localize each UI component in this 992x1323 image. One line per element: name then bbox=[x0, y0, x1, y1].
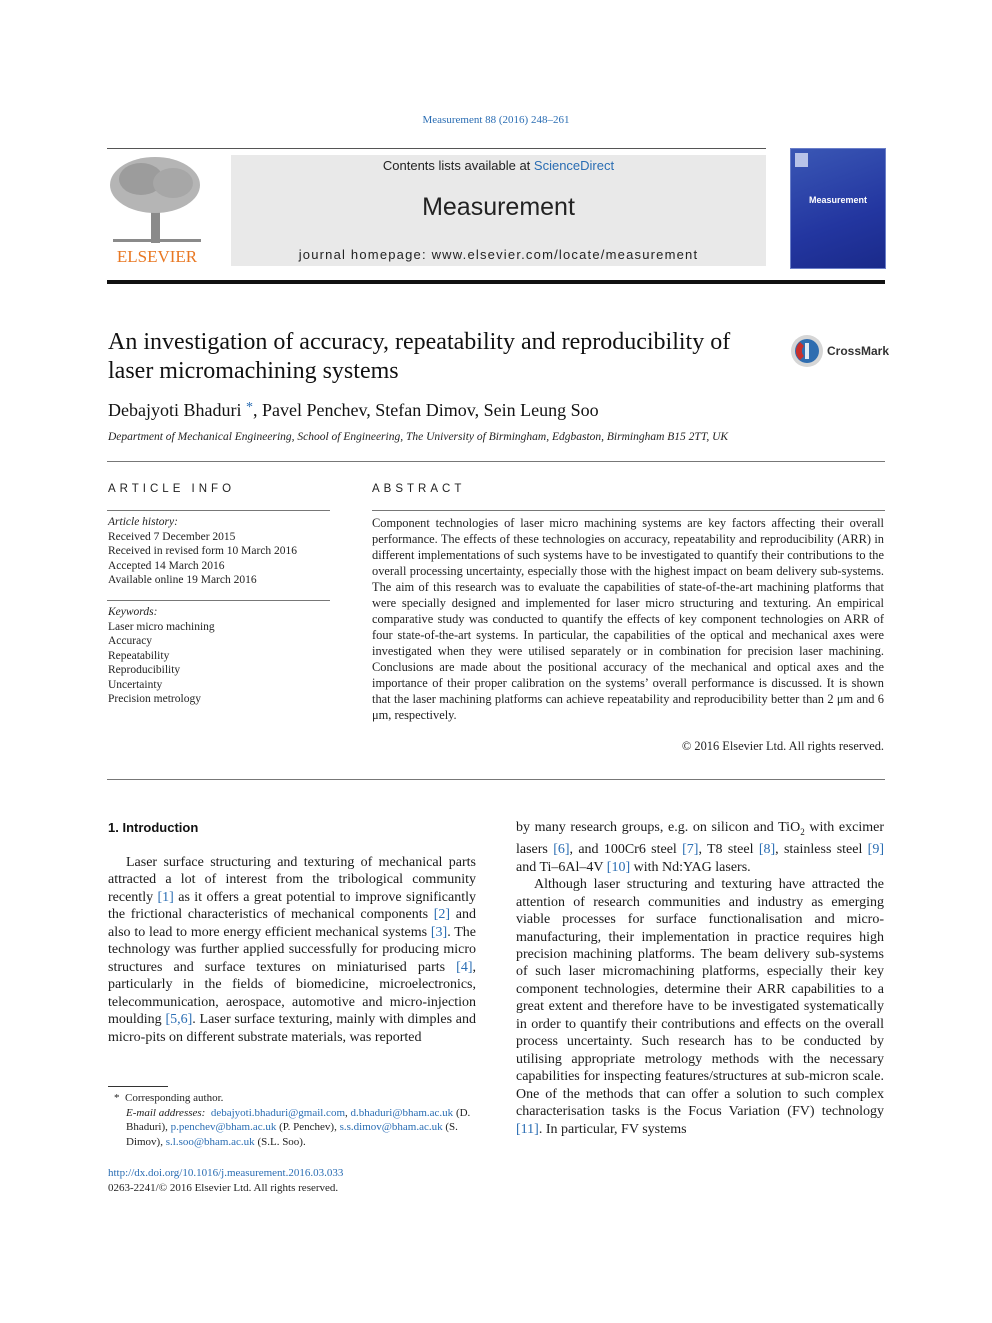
reference-link[interactable]: [2] bbox=[433, 907, 451, 923]
crossmark-badge[interactable] bbox=[790, 334, 890, 370]
keywords-rule bbox=[107, 600, 330, 601]
reference-link[interactable]: [11] bbox=[516, 1121, 539, 1137]
keyword: Laser micro machining bbox=[108, 620, 215, 633]
page-footer bbox=[108, 1166, 343, 1196]
reference-link[interactable]: [8] bbox=[758, 842, 776, 858]
journal-citation[interactable]: Measurement 88 (2016) 248–261 bbox=[422, 114, 570, 126]
keyword: Precision metrology bbox=[108, 693, 201, 705]
reference-link[interactable]: [9] bbox=[867, 842, 884, 858]
reference-link[interactable]: [3] bbox=[430, 924, 448, 940]
title-divider bbox=[107, 461, 885, 462]
elsevier-logo[interactable] bbox=[107, 155, 207, 268]
corresponding-note: * Corresponding author. bbox=[114, 1092, 224, 1104]
paragraph: Laser surface structuring and texturing of mechanical parts attracted a lot of interest from the tribological community recently [1] as it offers a great potential to improve significantly the frictional characteristics of mechanical components [2] and also to lead to more energy efficient mechanical systems [3]. The technology was further applied successfully for producing micro structures and surface textures on miniaturised parts [4], particularly in the fields of biomedicine, microelectronics, telecommunication, aerospace, automotive and micro-injection moulding [5,6]. Laser surface texturing, mainly with dimples and micro-pits on different substrate materials, was reported bbox=[108, 855, 476, 1045]
corresponding-author-mark[interactable]: * bbox=[245, 400, 253, 415]
keywords bbox=[108, 605, 330, 707]
cover-badge bbox=[795, 153, 808, 167]
article-history bbox=[108, 515, 330, 588]
reference-link[interactable]: [10] bbox=[606, 859, 631, 875]
history-label: Article history: bbox=[108, 516, 178, 528]
history-item: Received 7 December 2015 bbox=[108, 530, 236, 543]
header-top-rule bbox=[107, 148, 766, 149]
intro-right-column bbox=[516, 819, 884, 1138]
journal-name: Measurement bbox=[422, 193, 575, 221]
email-link[interactable]: d.bhaduri@bham.ac.uk bbox=[350, 1106, 454, 1119]
history-item: Received in revised form 10 March 2016 bbox=[108, 545, 298, 557]
abstract-heading: ABSTRACT bbox=[372, 483, 466, 495]
author-names: , Pavel Penchev, Stefan Dimov, Sein Leung Soo bbox=[252, 400, 599, 420]
history-item: Available online 19 March 2016 bbox=[108, 574, 257, 586]
keyword: Uncertainty bbox=[108, 678, 163, 691]
article-info-heading: ARTICLE INFO bbox=[108, 483, 236, 495]
paragraph: Although laser structuring and texturing have attracted the attention of research communities and industry as emerging viable processes for surface functionalisation and micro-manufacturing, their implementation in practice requires high precision machining platforms. The beam delivery sub-systems of such laser micromachining platforms, especially their key component technologies, determine their ARR capabilities to a great extent and therefore have to be investigated systematically in order to quantify their contributions and effects on the overall process uncertainty. Such research has to be conducted by utilising appropriate metrology methods with the necessary capabilities for inspecting features/structures at sub-micron scale. One of the methods that can offer a solution to such complex characterisation tasks is the Focus Variation (FV) technology [11]. In particular, FV systems bbox=[516, 877, 884, 1137]
journal-homepage[interactable]: journal homepage: www.elsevier.com/locate/measurement bbox=[298, 247, 699, 262]
email-link[interactable]: p.penchev@bham.ac.uk bbox=[170, 1121, 277, 1133]
journal-banner bbox=[231, 155, 766, 266]
abstract-divider bbox=[107, 779, 885, 780]
reference-link[interactable]: [7] bbox=[682, 842, 699, 858]
contents-line: Contents lists available at ScienceDirect bbox=[382, 158, 615, 173]
abstract-text: Component technologies of laser micro machining systems are key factors affecting their overall performance. The effects of these technologies on accuracy, repeatability and reproducibility (ARR) in different implementations of such systems have to be investigated to quantify their contributions to the overall processing uncertainty, especially those with the highest impact on beam delivery sub-systems. The aim of this research was to evaluate the capabilities of state-of-the-art machining platforms that were specially designed and implemented for laser micro structuring and texturing. An empirical comparative study was conducted to quantify the effects of key component technologies on ARR of four state-of-the-art systems. In particular, the capabilities of the optical and mechanical axes were investigated when they were utilised separately or in combination for precision laser machining. Conclusions are made about the positional accuracy of the mechanical and optical axes and the importance of their proper calibration on the systems’ overall performance is discussed. It is shown that the laser machining platforms can achieve repeatability and reproducibility better than 2 μm and 6 μm, respectively. bbox=[372, 516, 884, 722]
issn-line: 0263-2241/© 2016 Elsevier Ltd. All rights reserved. bbox=[108, 1182, 339, 1194]
abstract-copyright: © 2016 Elsevier Ltd. All rights reserved. bbox=[681, 739, 884, 753]
footnote-rule bbox=[108, 1086, 168, 1087]
affiliation: Department of Mechanical Engineering, School of Engineering, The University of Birmingham, Edgbaston, Birmingham B15 2TT, UK bbox=[108, 431, 729, 443]
doi-link[interactable]: http://dx.doi.org/10.1016/j.measurement.2016.03.033 bbox=[108, 1167, 344, 1179]
sciencedirect-link[interactable]: ScienceDirect bbox=[533, 158, 615, 173]
article-title: An investigation of accuracy, repeatability and reproducibility of laser micromachining systems bbox=[108, 329, 731, 384]
intro-left-column bbox=[108, 854, 476, 1046]
crossmark-icon bbox=[790, 334, 824, 368]
article-info-rule bbox=[107, 510, 330, 511]
cover-title: Measurement bbox=[808, 195, 868, 205]
reference-link[interactable]: [5,6] bbox=[165, 1012, 193, 1028]
keyword: Accuracy bbox=[108, 635, 153, 647]
keywords-label: Keywords: bbox=[108, 606, 158, 618]
history-item: Accepted 14 March 2016 bbox=[108, 559, 225, 572]
keyword: Repeatability bbox=[108, 649, 170, 662]
keyword: Reproducibility bbox=[108, 664, 181, 676]
reference-link[interactable]: [6] bbox=[553, 842, 570, 858]
email-link[interactable]: debajyoti.bhaduri@gmail.com bbox=[210, 1106, 345, 1119]
email-link[interactable]: s.s.dimov@bham.ac.uk bbox=[339, 1121, 443, 1133]
author-list bbox=[108, 400, 599, 421]
footnote bbox=[108, 1091, 476, 1149]
email-link[interactable]: s.l.soo@bham.ac.uk bbox=[165, 1135, 255, 1148]
crossmark-label: CrossMark bbox=[827, 344, 890, 358]
journal-cover-thumbnail[interactable] bbox=[790, 148, 886, 269]
paragraph: by many research groups, e.g. on silicon and TiO$_2$ with excimer lasers [6], and 100Cr6 steel [7], T8 steel [8], stainless steel [9] and Ti–6Al–4V [10] with Nd:YAG lasers. bbox=[516, 820, 884, 875]
author-name[interactable]: Debajyoti Bhaduri bbox=[108, 400, 242, 420]
reference-link[interactable]: [1] bbox=[157, 889, 174, 905]
abstract-rule bbox=[372, 510, 885, 511]
publisher-wordmark: ELSEVIER bbox=[116, 247, 198, 266]
section-heading: 1. Introduction bbox=[108, 820, 199, 835]
reference-link[interactable]: [4] bbox=[456, 959, 473, 975]
email-addresses: E-mail addresses: debajyoti.bhaduri@gmail.com, d.bhaduri@bham.ac.uk (D. Bhaduri), p.penchev@bham.ac.uk (P. Penchev), s.s.dimov@bham.ac.uk (S. Dimov), s.l.soo@bham.ac.uk (S.L. Soo). bbox=[126, 1106, 471, 1148]
header-thick-rule bbox=[107, 280, 885, 284]
